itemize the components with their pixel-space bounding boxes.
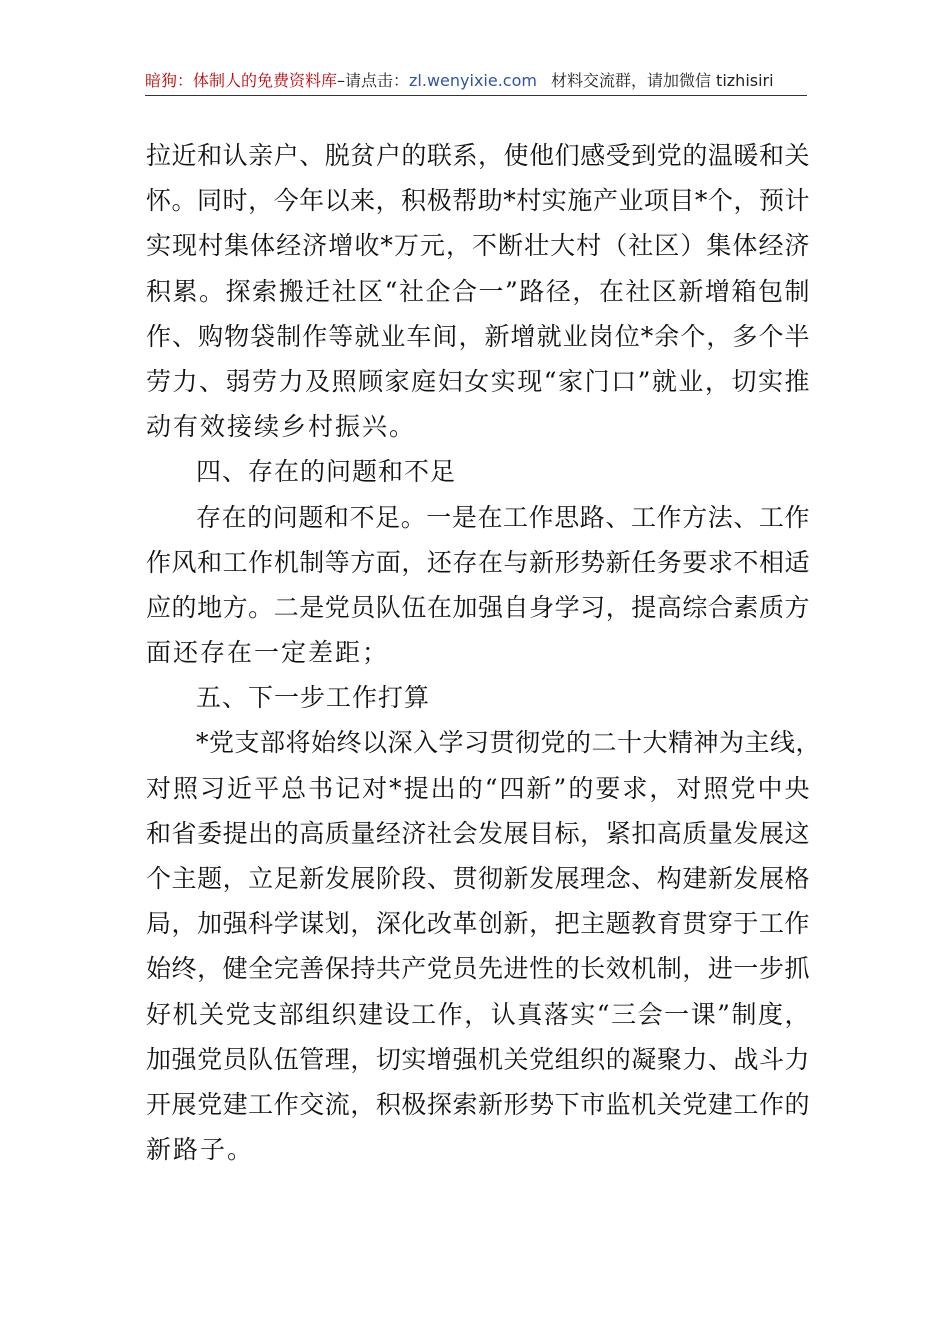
header-promo: 暗狗：体制人的免费资料库 [145, 71, 338, 90]
header-divider [145, 95, 807, 96]
text-line: 实现村集体经济增收*万元，不断壮大村（社区）集体经济 [146, 231, 810, 261]
text-line: 应的地方。二是党员队伍在加强自身学习，提高综合素质方 [146, 592, 810, 622]
text-line: 个主题，立足新发展阶段、贯彻新发展理念、构建新发展格 [146, 864, 810, 893]
paragraph-intro [146, 133, 810, 449]
section-heading-5: 五、下一步工作打算 [196, 683, 431, 713]
text-line: 对照习近平总书记对*提出的“四新”的要求，对照党中央 [146, 773, 810, 803]
text-line: 作、购物袋制作等就业车间，新增就业岗位*余个，多个半 [146, 321, 810, 351]
header-url-link[interactable]: zl.wenyixie.com [409, 71, 537, 90]
paragraph-problems [146, 495, 810, 676]
text-line: 积累。探索搬迁社区“社企合一”路径，在社区新增箱包制 [146, 276, 810, 306]
text-line: *党支部将始终以深入学习贯彻党的二十大精神为主线， [196, 728, 822, 758]
page-header [145, 70, 807, 92]
text-line: 劳力、弱劳力及照顾家庭妇女实现“家门口”就业，切实推 [146, 366, 810, 396]
text-line: 怀。同时，今年以来，积极帮助*村实施产业项目*个，预计 [146, 186, 810, 216]
section-heading-4: 四、存在的问题和不足 [196, 457, 457, 487]
text-line: 好机关党支部组织建设工作，认真落实“三会一课”制度， [146, 999, 810, 1029]
document-body [146, 133, 822, 1172]
text-line: 局，加强科学谋划，深化改革创新，把主题教育贯穿于工作 [146, 909, 810, 939]
paragraph-plan [146, 720, 822, 1172]
text-line: 存在的问题和不足。一是在工作思路、工作方法、工作 [196, 502, 810, 532]
text-line: 新路子。 [146, 1135, 255, 1165]
text-line: 始终，健全完善保持共产党员先进性的长效机制，进一步抓 [146, 954, 810, 984]
text-line: 拉近和认亲户、脱贫户的联系，使他们感受到党的温暖和关 [146, 141, 810, 170]
text-line: 作风和工作机制等方面，还存在与新形势新任务要求不相适 [146, 547, 810, 577]
text-line: 面还存在一定差距； [146, 638, 390, 668]
text-line: 和省委提出的高质量经济社会发展目标，紧扣高质量发展这 [146, 818, 810, 848]
text-line: 加强党员队伍管理，切实增强机关党组织的凝聚力、战斗力 [146, 1044, 810, 1074]
text-line: 动有效接续乡村振兴。 [146, 412, 417, 442]
header-group-note: 材料交流群，请加微信 tizhisiri [550, 71, 774, 90]
header-click-label: –请点击： [337, 71, 410, 90]
text-line: 开展党建工作交流，积极探索新形势下市监机关党建工作的 [146, 1089, 810, 1119]
